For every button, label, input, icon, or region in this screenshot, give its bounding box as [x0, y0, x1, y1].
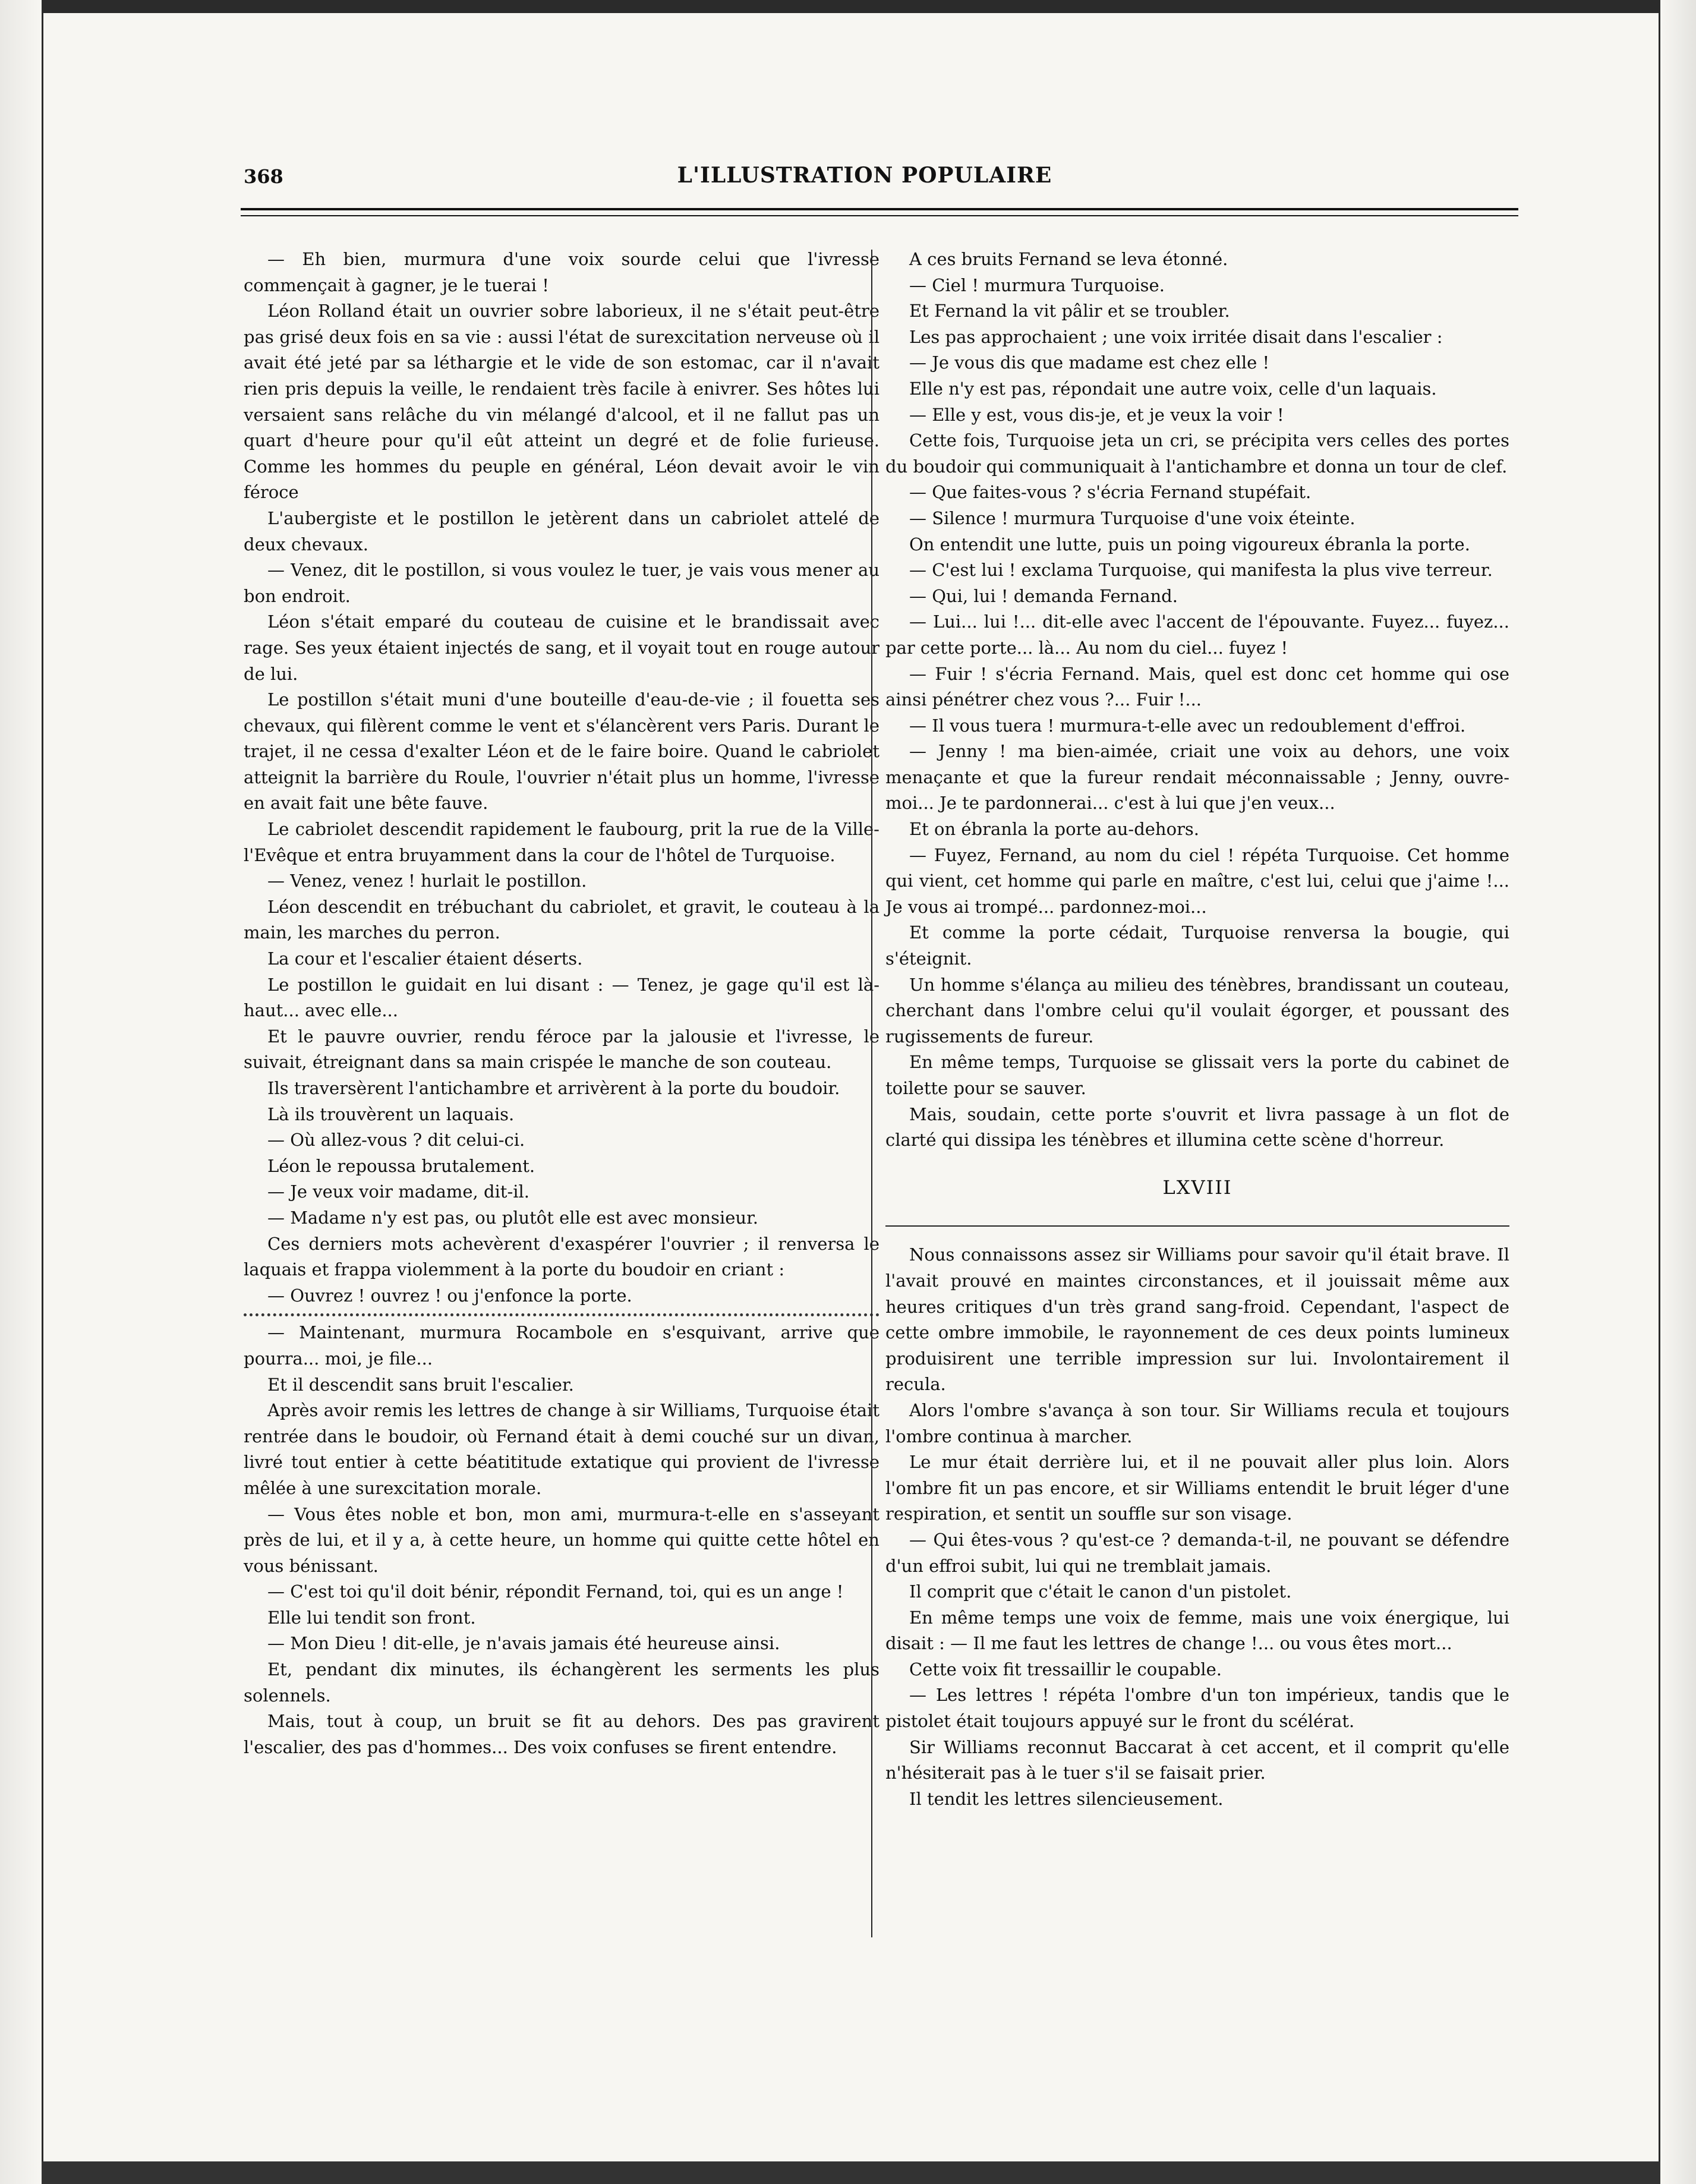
paragraph: Après avoir remis les lettres de change à sir Williams, Turquoise était rentrée dans le boudoir, où Fernand était à demi couché sur un divan, livré tout entier à cette béatititude extatique qui provient de l'ivresse mêlée à une surexcitation morale.	[244, 1400, 879, 1498]
paragraph: Le cabriolet descendit rapidement le faubourg, prit la rue de la Ville-l'Evêque et entra bruyamment dans la cour de l'hôtel de Turquoise.	[244, 819, 879, 865]
paragraph: — Je veux voir madame, dit-il.	[267, 1181, 530, 1202]
paragraph: — Venez, dit le postillon, si vous voulez le tuer, je vais vous mener au bon endroit.	[244, 560, 879, 606]
page-header	[244, 160, 1486, 196]
paragraph: — Mon Dieu ! dit-elle, je n'avais jamais été heureuse ainsi.	[267, 1633, 780, 1654]
paragraph: Et il descendit sans bruit l'escalier.	[267, 1374, 574, 1395]
paragraph: Mais, soudain, cette porte s'ouvrit et livra passage à un flot de clarté qui dissipa les ténèbres et illumina cette scène d'horreur.	[885, 1104, 1509, 1151]
paragraph: — Il vous tuera ! murmura-t-elle avec un redoublement d'effroi.	[909, 715, 1466, 736]
paragraph: — Qui, lui ! demanda Fernand.	[909, 585, 1178, 606]
right-column	[885, 247, 1509, 1812]
paragraph: Léon le repoussa brutalement.	[267, 1155, 535, 1176]
paragraph: Le postillon le guidait en lui disant : — Tenez, je gage qu'il est là-haut... avec elle...	[244, 974, 879, 1021]
paragraph: Les pas approchaient ; une voix irritée disait dans l'escalier :	[909, 326, 1443, 347]
paragraph: Et le pauvre ouvrier, rendu féroce par la jalousie et l'ivresse, le suivait, étreignant dans sa main crispée le manche de son couteau.	[244, 1026, 879, 1073]
paragraph: — Silence ! murmura Turquoise d'une voix éteinte.	[909, 508, 1355, 528]
paragraph: Elle lui tendit son front.	[267, 1607, 476, 1628]
paragraph: Et on ébranla la porte au-dehors.	[909, 819, 1200, 840]
paragraph: — Je vous dis que madame est chez elle !	[909, 352, 1270, 373]
paragraph: — Elle y est, vous dis-je, et je veux la voir !	[909, 404, 1284, 425]
paragraph: — Fuyez, Fernand, au nom du ciel ! répéta Turquoise. Cet homme qui vient, cet homme qui parle en maître, c'est lui, celui que j'aime !... Je vous ai trompé... pardonnez-moi...	[885, 844, 1509, 917]
paragraph: — Lui... lui !... dit-elle avec l'accent de l'épouvante. Fuyez... fuyez... par cette porte... là... Au nom du ciel... fuyez !	[885, 612, 1509, 658]
paragraph: — Eh bien, murmura d'une voix sourde celui que l'ivresse commençait à gagner, je le tuerai !	[244, 249, 879, 295]
paragraph: — Que faites-vous ? s'écria Fernand stupéfait.	[909, 482, 1312, 503]
section-separator	[244, 1313, 879, 1316]
paragraph: L'aubergiste et le postillon le jetèrent dans un cabriolet attelé de deux chevaux.	[244, 508, 879, 554]
paragraph: — Jenny ! ma bien-aimée, criait une voix au dehors, une voix menaçante et que la fureur rendait méconnaissable ; Jenny, ouvre-moi... Je te pardonnerai... c'est à lui que j'en veux...	[885, 741, 1509, 814]
paragraph: Léon Rolland était un ouvrier sobre laborieux, il ne s'était peut-être pas grisé deux fois en sa vie : aussi l'état de surexcitation nerveuse où il avait été jeté par sa léthargie et le vide de son estomac, car il n'avait rien pris depuis la veille, le rendaient très facile à enivrer. Ses hôtes lui versaient sans relâche du vin mélangé d'alcool, et il ne fallut pas un quart d'heure pour qu'il eût atteint un degré et de folie furieuse. Comme les hommes du peuple en général, Léon devait avoir le vin féroce	[244, 301, 879, 503]
paragraph: Mais, tout à coup, un bruit se fit au dehors. Des pas gravirent l'escalier, des pas d'hommes... Des voix confuses se firent entendre.	[244, 1711, 879, 1757]
paragraph: — Ouvrez ! ouvrez ! ou j'enfonce la porte.	[267, 1285, 632, 1306]
left-column	[244, 247, 879, 1760]
paragraph: Cette fois, Turquoise jeta un cri, se précipita vers celles des portes du boudoir qui communiquait à l'antichambre et donna un tour de clef.	[885, 430, 1509, 477]
paragraph: — Ciel ! murmura Turquoise.	[909, 275, 1165, 295]
paragraph: — C'est toi qu'il doit bénir, répondit Fernand, toi, qui es un ange !	[267, 1581, 844, 1602]
page-title: L'ILLUSTRATION POPULAIRE	[677, 163, 1052, 188]
paragraph: Alors l'ombre s'avança à son tour. Sir Williams recula et toujours l'ombre continua à marcher.	[885, 1400, 1509, 1446]
paragraph: On entendit une lutte, puis un poing vigoureux ébranla la porte.	[909, 534, 1470, 554]
paragraph: Et Fernand la vit pâlir et se troubler.	[909, 301, 1230, 322]
paragraph: Ces derniers mots achevèrent d'exaspérer l'ouvrier ; il renversa le laquais et frappa violemment à la porte du boudoir en criant :	[244, 1233, 879, 1280]
column-divider	[871, 250, 872, 1937]
header-rule-thin	[241, 215, 1518, 216]
paragraph: Léon s'était emparé du couteau de cuisine et le brandissait avec rage. Ses yeux étaient injectés de sang, et il voyait tout en rouge autour de lui.	[244, 612, 879, 684]
paragraph: — Vous êtes noble et bon, mon ami, murmura-t-elle en s'asseyant près de lui, et il y a, à cette heure, un homme qui quitte cette hôtel en vous bénissant.	[244, 1504, 879, 1576]
scan-border-left	[0, 0, 43, 2184]
chapter-heading: LXVIII	[1162, 1175, 1232, 1199]
paragraph: Cette voix fit tressaillir le coupable.	[909, 1659, 1222, 1679]
paragraph: Elle n'y est pas, répondait une autre voix, celle d'un laquais.	[909, 378, 1437, 399]
paragraph: En même temps, Turquoise se glissait vers la porte du cabinet de toilette pour se sauver.	[885, 1052, 1509, 1098]
paragraph: Ils traversèrent l'antichambre et arrivèrent à la porte du boudoir.	[267, 1078, 840, 1098]
paragraph: — Venez, venez ! hurlait le postillon.	[267, 871, 587, 891]
paragraph: Léon descendit en trébuchant du cabriolet, et gravit, le couteau à la main, les marches du perron.	[244, 896, 879, 943]
paragraph: — Fuir ! s'écria Fernand. Mais, quel est donc cet homme qui ose ainsi pénétrer chez vous ?... Fuir !...	[885, 663, 1509, 710]
paragraph: — Où allez-vous ? dit celui-ci.	[267, 1130, 525, 1151]
paragraph: En même temps une voix de femme, mais une voix énergique, lui disait : — Il me faut les lettres de change !... ou vous êtes mort...	[885, 1607, 1509, 1654]
paragraph: Et, pendant dix minutes, ils échangèrent les serments les plus solennels.	[244, 1659, 879, 1706]
paragraph: Un homme s'élança au milieu des ténèbres, brandissant un couteau, cherchant dans l'ombre celui qu'il voulait égorger, et poussant des rugissements de fureur.	[885, 974, 1509, 1047]
scan-border-right	[1659, 0, 1696, 2184]
paragraph: Le mur était derrière lui, et il ne pouvait aller plus loin. Alors l'ombre fit un pas encore, et sir Williams entendit le bruit léger d'une respiration, et sentit un souffle sur son visage.	[885, 1452, 1509, 1524]
paragraph: Il tendit les lettres silencieusement.	[909, 1788, 1224, 1809]
paragraph: — Maintenant, murmura Rocambole en s'esquivant, arrive que pourra... moi, je file...	[244, 1322, 879, 1369]
paragraph: La cour et l'escalier étaient déserts.	[267, 948, 583, 969]
paragraph: Et comme la porte cédait, Turquoise renversa la bougie, qui s'éteignit.	[885, 922, 1509, 969]
scan-border-top	[42, 0, 1660, 13]
paragraph: A ces bruits Fernand se leva étonné.	[909, 249, 1228, 269]
paragraph: Il comprit que c'était le canon d'un pistolet.	[909, 1581, 1292, 1602]
scan-border-bottom	[42, 2161, 1660, 2184]
page-number: 368	[244, 165, 283, 188]
chapter-rule	[885, 1225, 1509, 1227]
paragraph: — C'est lui ! exclama Turquoise, qui manifesta la plus vive terreur.	[909, 560, 1493, 581]
header-rule	[241, 208, 1518, 210]
paragraph: — Les lettres ! répéta l'ombre d'un ton impérieux, tandis que le pistolet était toujours appuyé sur le front du scélérat.	[885, 1685, 1509, 1732]
paragraph: — Madame n'y est pas, ou plutôt elle est avec monsieur.	[267, 1207, 758, 1228]
paragraph: Là ils trouvèrent un laquais.	[267, 1104, 515, 1124]
paragraph: Sir Williams reconnut Baccarat à cet accent, et il comprit qu'elle n'hésiterait pas à le tuer s'il se faisait prier.	[885, 1737, 1509, 1783]
paragraph: Nous connaissons assez sir Williams pour savoir qu'il était brave. Il l'avait prouvé en maintes circonstances, et il jouissait même aux heures critiques d'un très grand sang-froid. Cependant, l'aspect de cette ombre immobile, le rayonnement de ces deux points lumineux produisirent une terrible impression sur lui. Involontairement il recula.	[885, 1244, 1509, 1395]
paragraph: — Qui êtes-vous ? qu'est-ce ? demanda-t-il, ne pouvant se défendre d'un effroi subit, lui qui ne tremblait jamais.	[885, 1529, 1509, 1576]
paragraph: Le postillon s'était muni d'une bouteille d'eau-de-vie ; il fouetta ses chevaux, qui filèrent comme le vent et s'élancèrent vers Paris. Durant le trajet, il ne cessa d'exalter Léon et de le faire boire. Quand le cabriolet atteignit la barrière du Roule, l'ouvrier n'était plus un homme, l'ivresse en avait fait une bête fauve.	[244, 689, 879, 814]
